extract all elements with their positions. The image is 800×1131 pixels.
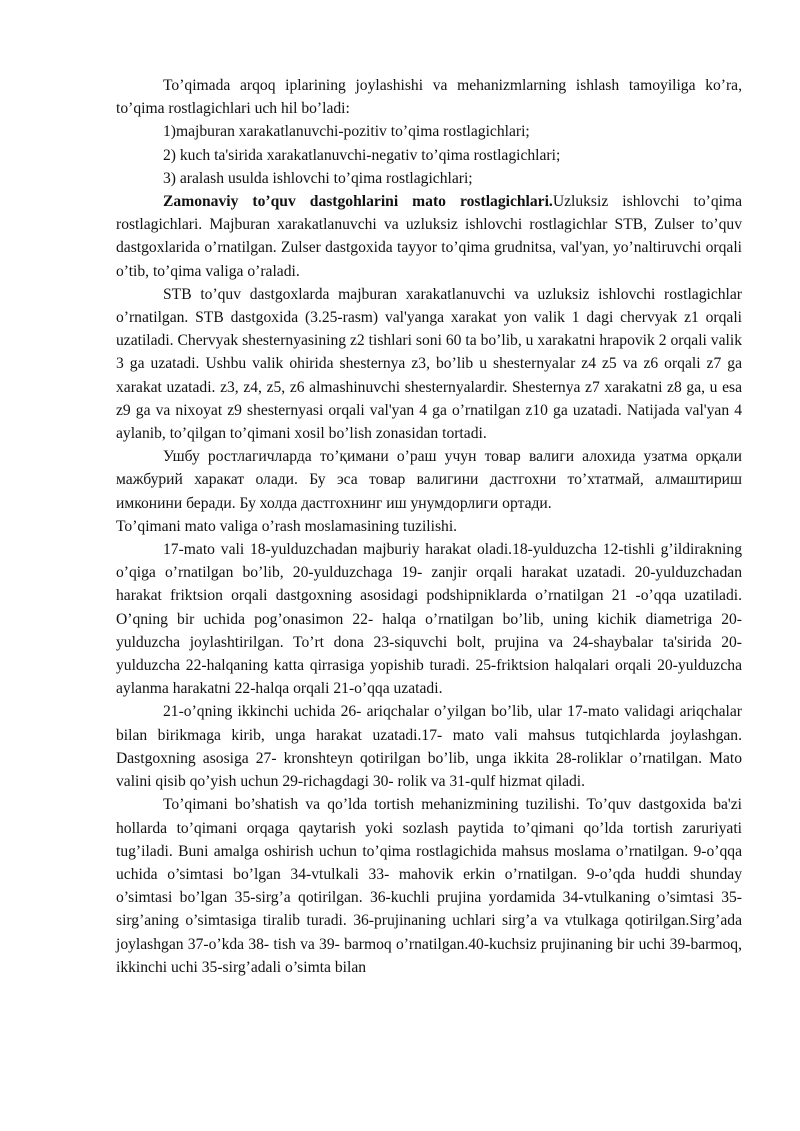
subheading-text: To’qimani mato valiga o’rash moslamasining tuzilishi. — [116, 517, 458, 535]
paragraph-text: 21-o’qning ikkinchi uchida 26- ariqchalar o’yilgan bo’lib, ular 17-mato validagi ariqchalar bilan birikmaga kirib, unga harakat uzatadi.17- mato vali mahsus tutqichlarda joylashgan. Dastgoxning asosiga 27- kronshteyn qotirilgan bo’lib, unga ikkita 28-roliklar o’rnatilgan. Mato valini qisib qo’yish uchun 29-richagdagi 30- rolik va 31-qulf hizmat qiladi. — [116, 703, 742, 791]
list-item-3 — [116, 167, 742, 190]
list-item-text: 1)majburan xarakatlanuvchi-pozitiv to’qima rostlagichlari; — [163, 123, 530, 141]
paragraph-text: To’qimada arqoq iplarining joylashishi va mehanizmlarning ishlash tamoyiliga ko’ra, to’qima rostlagichlari uch hil bo’ladi: — [116, 77, 742, 118]
paragraph-stb — [116, 283, 742, 445]
paragraph-cyrillic — [116, 445, 742, 515]
list-item-text: 2) kuch ta'sirida xarakatlanuvchi-negativ to’qima rostlagichlari; — [163, 146, 561, 164]
paragraph-release-mechanism — [116, 793, 742, 979]
paragraph-mato-vali — [116, 538, 742, 700]
paragraph-text: Ушбу ростлагичларда то’қимани о’раш учун товар валиги алохида узатма орқали мажбурий харакат олади. Бу эса товар валигини дастгохни то’хтатмай, алмаштириш имконини беради. Бу холда дастгохнинг иш унумдорлиги ортади. — [116, 448, 742, 512]
paragraph-axle — [116, 700, 742, 793]
subheading-winding-device — [116, 515, 742, 538]
paragraph-text: 17-mato vali 18-yulduzchadan majburiy harakat oladi.18-yulduzcha 12-tishli g’ildirakning o’qiga o’rnatilgan bo’lib, 20-yulduzchaga 19- zanjir orqali harakat uzatadi. 20-yulduzchadan harakat friktsion orqali dastgoxning asosidagi podshipniklarda o’rnatilgan 21 -o’qqa uzatiladi. O’qning bir uchida pog’onasimon 22- halqa o’rnatilgan bo’lib, uning kichik diametriga 20-yulduzcha joylashtirilgan. To’rt dona 23-siquvchi bolt, prujina va 24-shaybalar ta'sirida 20-yulduzcha 22-halqaning katta qirrasiga yopishib turadi. 25-friktsion halqalari orqali 20-yulduzcha aylanma harakatni 22-halqa orqali 21-o’qqa uzatadi. — [116, 541, 742, 698]
list-item-1 — [116, 120, 742, 143]
paragraph-text: STB to’quv dastgoxlarda majburan xarakatlanuvchi va uzluksiz ishlovchi rostlagichlar o’rnatilgan. STB dastgoxida (3.25-rasm) val'yanga xarakat yon valik 1 dagi chervyak z1 orqali uzatiladi. Chervyak shesternyasining z2 tishlari soni 60 ta bo’lib, u xarakatni hrapovik 2 orqali valik 3 ga uzatadi. Ushbu valik ohirida shesternya z3, bo’lib u shesternyalar z4 z5 va z6 orqali z7 ga xarakat uzatadi. z3, z4, z5, z6 almashinuvchi shesternyalardir. Shesternya z7 xarakatni z8 ga, u esa z9 ga va nixoyat z9 shesternyasi orqali val'yan 4 ga o’rnatilgan z10 ga uzatadi. Natijada val'yan 4 aylanib, to’qilgan to’qimani xosil bo’lish zonasidan tortadi. — [116, 285, 742, 443]
section-heading: Zamonaviy to’quv dastgohlarini mato rostlagichlari. — [163, 193, 553, 211]
paragraph-text: Uzluksiz ishlovchi to’qima rostlagichlari. Majburan xarakatlanuvchi va uzluksiz ishlovchi rostlagichlar STB, Zulser to’quv dastgoxlarida o’rnatilgan. Zulser dastgoxida tayyor to’qima grudnitsa, val'yan, yo’naltiruvchi orqali o’tib, to’qima valiga o’raladi. — [116, 193, 742, 280]
list-item-text: 3) aralash usulda ishlovchi to’qima rostlagichlari; — [163, 169, 473, 187]
paragraph-intro — [116, 74, 742, 120]
document-page — [116, 74, 742, 979]
paragraph-text: To’qimani bo’shatish va qo’lda tortish mehanizmining tuzilishi. To’quv dastgoxida ba'zi hollarda to’qimani orqaga qaytarish yoki sozlash paytida to’qimani qo’lda tortish zaruriyati tug’iladi. Buni amalga oshirish uchun to’qima rostlagichida mahsus moslama o’rnatilgan. 9-o’qqa uchida o’simtasi bo’lgan 34-vtulkali 33- mahovik erkin o’rnatilgan. 9-o’qda huddi shunday o’simtasi bo’lgan 35-sirg’a qotirilgan. 36-kuchli prujina yordamida 34-vtulkaning o’simtasi 35-sirg’aning o’simtasiga tiralib turadi. 36-prujinaning uchlari sirg’a va vtulkaga qotirilgan.Sirg’ada joylashgan 37-o’kda 38- tish va 39- barmoq o’rnatilgan.40-kuchsiz prujinaning bir uchi 39-barmoq, ikkinchi uchi 35-sirg’adali o’simta bilan — [116, 796, 742, 976]
list-item-2 — [116, 144, 742, 167]
paragraph-modern-regulators — [116, 190, 742, 283]
